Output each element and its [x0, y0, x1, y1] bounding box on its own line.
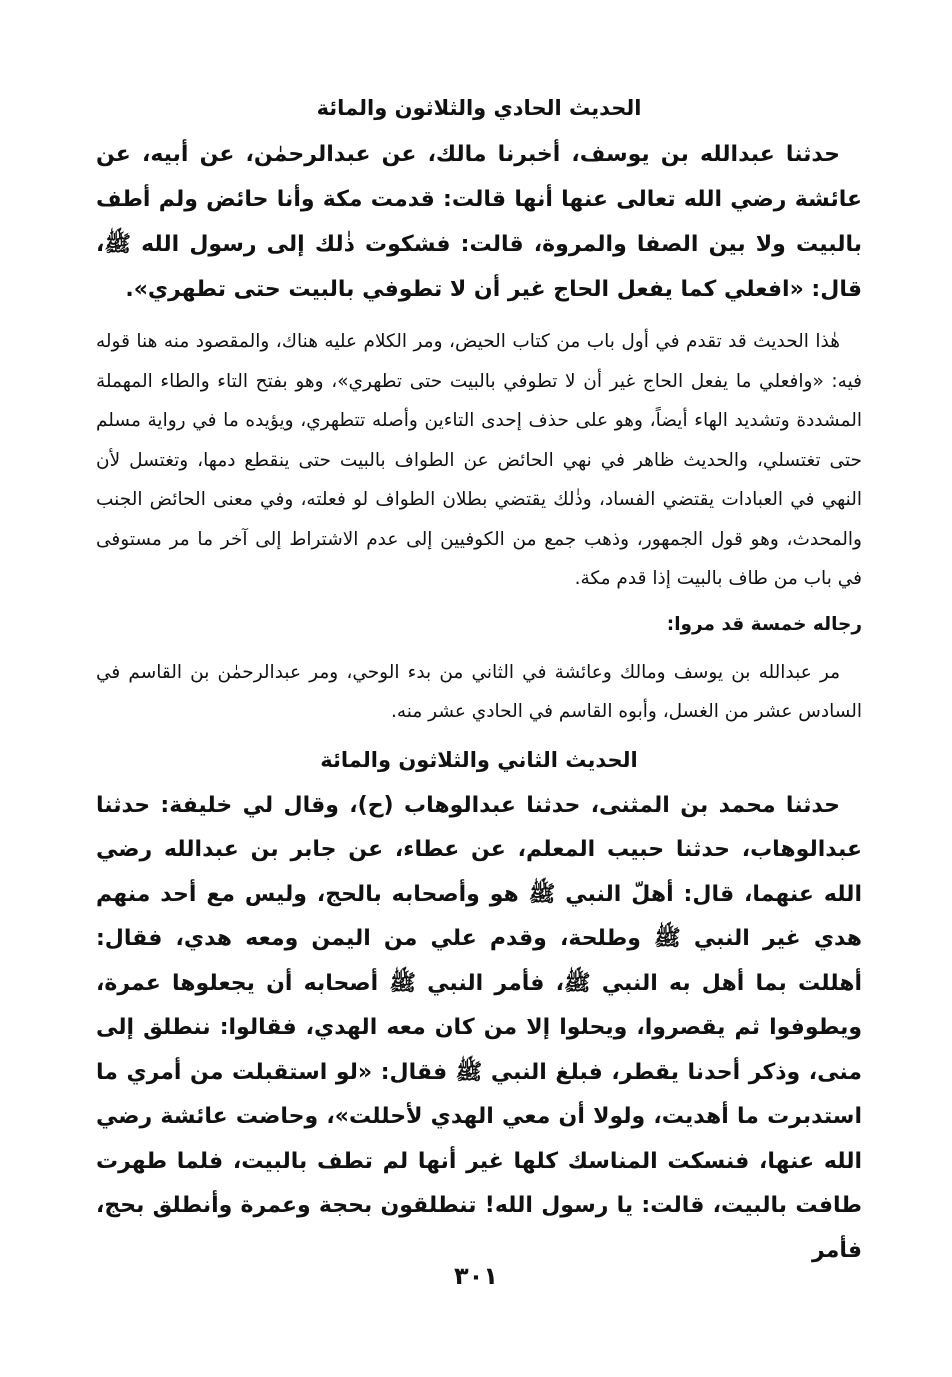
narrators-heading: رجاله خمسة قد مروا: — [666, 613, 862, 635]
hadith-131-commentary-body: هٰذا الحديث قد تقدم في أول باب من كتاب الحيض، ومر الكلام عليه هناك، والمقصود منه هنا قوله فيه: «وافعلي ما يفعل الحاج غير أن لا تطوفي بالبيت حتى تطهري»، وهو بفتح التاء والطاء المهملة المشددة وتشديد الهاء أيضاً، وهو على حذف إحدى التاءين وأصله تتطهري، ويؤيده ما في رواية مسلم حتى تغتسلي، والحديث ظاهر في نهي الحائض عن الطواف بالبيت حتى ينقطع دمها، وتغتسل لأن النهي في العبادات يقتضي الفساد، وذٰلك يقتضي بطلان الطواف لو فعلته، وفي معنى الحائض الجنب والمحدث، وهو قول الجمهور، وذهب جمع من الكوفيين إلى عدم الاشتراط إلى آخر ما مر مستوفى في باب من طاف بالبيت إذا قدم مكة. — [96, 331, 862, 589]
narrators-text — [96, 653, 862, 732]
hadith-131-commentary — [96, 322, 862, 599]
hadith-131-text — [96, 132, 862, 312]
page-number: ٣٠١ — [454, 1262, 498, 1290]
document-page — [96, 86, 862, 1273]
hadith-131-title: الحديث الحادي والثلاثون والمائة — [316, 96, 642, 120]
hadith-132-title: الحديث الثاني والثلاثون والمائة — [320, 747, 638, 772]
narrators-body: مر عبدالله بن يوسف ومالك وعائشة في الثاني من بدء الوحي، ومر عبدالرحمٰن بن القاسم في السادس عشر من الغسل، وأبوه القاسم في الحادي عشر منه. — [96, 661, 862, 722]
hadith-132-body: حدثنا محمد بن المثنى، حدثنا عبدالوهاب (ح)، وقال لي خليفة: حدثنا عبدالوهاب، حدثنا حبيب المعلم، عن عطاء، عن جابر بن عبدالله رضي الله عنهما، قال: أهلّ النبي ﷺ هو وأصحابه بالحج، وليس مع أحد منهم هدي غير النبي ﷺ وطلحة، وقدم علي من اليمن ومعه هدي، فقال: أهللت بما أهل به النبي ﷺ، فأمر النبي ﷺ أصحابه أن يجعلوها عمرة، ويطوفوا ثم يقصروا، ويحلوا إلا من كان معه الهدي، فقالوا: ننطلق إلى منى، وذكر أحدنا يقطر، فبلغ النبي ﷺ فقال: «لو استقبلت من أمري ما استدبرت ما أهديت، ولولا أن معي الهدي لأحللت»، وحاضت عائشة رضي الله عنها، فنسكت المناسك كلها غير أنها لم تطف بالبيت، فلما طهرت طافت بالبيت، قالت: يا رسول الله! تنطلقون بحجة وعمرة وأنطلق بحج، فأمر — [96, 792, 862, 1263]
hadith-131-body: حدثنا عبدالله بن يوسف، أخبرنا مالك، عن عبدالرحمٰن، عن أبيه، عن عائشة رضي الله تعالى عنها أنها قالت: قدمت مكة وأنا حائض ولم أطف بالبيت ولا بين الصفا والمروة، قالت: فشكوت ذٰلك إلى رسول الله ﷺ، قال: «افعلي كما يفعل الحاج غير أن لا تطوفي بالبيت حتى تطهري». — [96, 142, 862, 302]
hadith-132-text — [96, 784, 862, 1274]
